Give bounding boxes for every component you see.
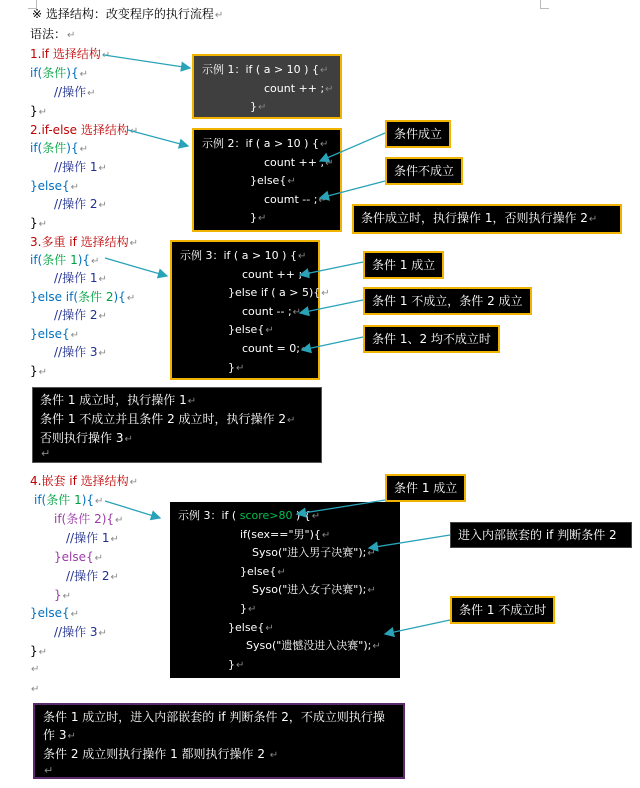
example-line: Syso("进入男子决赛");↵ [252, 546, 376, 559]
paragraph-mark: ↵ [31, 684, 40, 695]
note-cond2-true: 条件 1 不成立，条件 2 成立 [363, 287, 532, 315]
arrow [104, 55, 190, 68]
code-comment: //操作 2↵ [54, 308, 107, 322]
summary-line: 条件 1 不成立并且条件 2 成立时，执行操作 2↵ [40, 412, 296, 426]
example-line: Syso("遗憾没进入决赛");↵ [246, 639, 381, 652]
page-corner-mark [540, 0, 549, 9]
example-line: }else{↵ [228, 621, 274, 634]
paragraph-mark: ↵ [41, 447, 51, 460]
code-line: }else{↵ [30, 179, 80, 193]
arrow [105, 258, 167, 276]
code-line: }else{↵ [54, 550, 104, 564]
code-line: }else{↵ [30, 327, 80, 341]
example-line: }else{↵ [228, 323, 274, 336]
example-line: }else{↵ [250, 174, 296, 187]
example-line: }else{↵ [240, 565, 286, 578]
example-box-4 [170, 502, 400, 678]
section-title: ※ 选择结构：改变程序的执行流程↵ [32, 7, 224, 21]
heading-nested-if: 4.嵌套 if 选择结构↵ [30, 474, 139, 488]
note-nested-cond1-true: 条件 1 成立 [385, 474, 466, 502]
note-cond1-true: 条件 1 成立 [363, 251, 444, 279]
code-line: if(条件){↵ [30, 141, 88, 155]
code-comment: //操作 1↵ [54, 160, 107, 174]
syntax-label: 语法：↵ [30, 27, 76, 41]
example-line: if(sex=="男"){↵ [240, 528, 331, 541]
code-line: }↵ [54, 588, 72, 602]
code-comment: //操作 2↵ [66, 569, 119, 583]
example-box-3 [170, 240, 330, 380]
example-line: }else if ( a > 5){↵ [228, 286, 330, 299]
example-line: 示例 3：if ( score>80 ) {↵ [178, 509, 321, 522]
example-line: count ++ ;↵ [264, 82, 334, 95]
code-comment: //操作 2↵ [54, 197, 107, 211]
code-line: }↵ [30, 104, 48, 118]
note-condition-true: 条件成立 [385, 120, 451, 148]
code-line: if(条件 1){↵ [34, 493, 104, 507]
example-line: }↵ [250, 100, 267, 113]
heading-if-else: 2.if-else 选择结构↵ [30, 123, 139, 137]
paragraph-mark: ↵ [44, 764, 54, 777]
summary-line: 条件 1 成立时，进入内部嵌套的 if 判断条件 2，不成立则执行操 [43, 710, 385, 724]
example-line: 示例 1：if ( a > 10 ) {↵ [202, 63, 329, 76]
note-enter-nested: 进入内部嵌套的 if 判断条件 2 [450, 522, 632, 548]
example-line: }↵ [250, 211, 267, 224]
code-comment: //操作 3↵ [54, 625, 107, 639]
example-line: }↵ [228, 361, 245, 374]
summary-line: 否则执行操作 3↵ [40, 431, 133, 445]
example-box-2 [192, 128, 342, 232]
code-line: }↵ [30, 216, 48, 230]
note-nested-cond1-false: 条件 1 不成立时 [450, 596, 555, 624]
code-line: if(条件 1){↵ [30, 253, 100, 267]
code-line: if(条件 2){↵ [54, 512, 124, 526]
code-line: }↵ [30, 364, 48, 378]
example-line: }↵ [240, 602, 257, 615]
paragraph-mark: ↵ [31, 664, 40, 675]
note-if-else-summary: 条件成立时，执行操作 1，否则执行操作 2↵ [352, 204, 622, 234]
code-comment: //操作↵ [54, 85, 96, 99]
code-comment: //操作 3↵ [54, 345, 107, 359]
example-line: count = 0;↵ [242, 342, 310, 355]
example-line: }↵ [228, 658, 245, 671]
code-line: }↵ [30, 644, 48, 658]
note-none-true: 条件 1、2 均不成立时 [363, 325, 500, 353]
code-line: }else if(条件 2){↵ [30, 290, 136, 304]
summary-nested-if [33, 703, 405, 779]
summary-line: 条件 2 成立则执行操作 1 都则执行操作 2 ↵ [43, 747, 279, 761]
note-condition-false: 条件不成立 [385, 157, 463, 185]
summary-line: 作 3↵ [43, 728, 76, 742]
code-line: }else{↵ [30, 606, 80, 620]
example-line: count ++ ;↵ [242, 268, 312, 281]
example-line: 示例 3：if ( a > 10 ) {↵ [180, 249, 307, 262]
example-line: coumt -- ;↵ [264, 193, 327, 206]
code-line: if(条件){↵ [30, 66, 88, 80]
heading-if: 1.if 选择结构↵ [30, 47, 111, 61]
summary-line: 条件 1 成立时，执行操作 1↵ [40, 393, 197, 407]
example-line: 示例 2：if ( a > 10 ) {↵ [202, 137, 329, 150]
example-line: count ++ ;↵ [264, 156, 334, 169]
example-line: Syso("进入女子决赛");↵ [252, 583, 376, 596]
heading-multi-if: 3.多重 if 选择结构↵ [30, 235, 139, 249]
summary-multi-if [32, 387, 322, 463]
example-box-1 [192, 54, 342, 119]
code-comment: //操作 1↵ [66, 531, 119, 545]
code-comment: //操作 1↵ [54, 271, 107, 285]
example-line: count -- ;↵ [242, 305, 302, 318]
